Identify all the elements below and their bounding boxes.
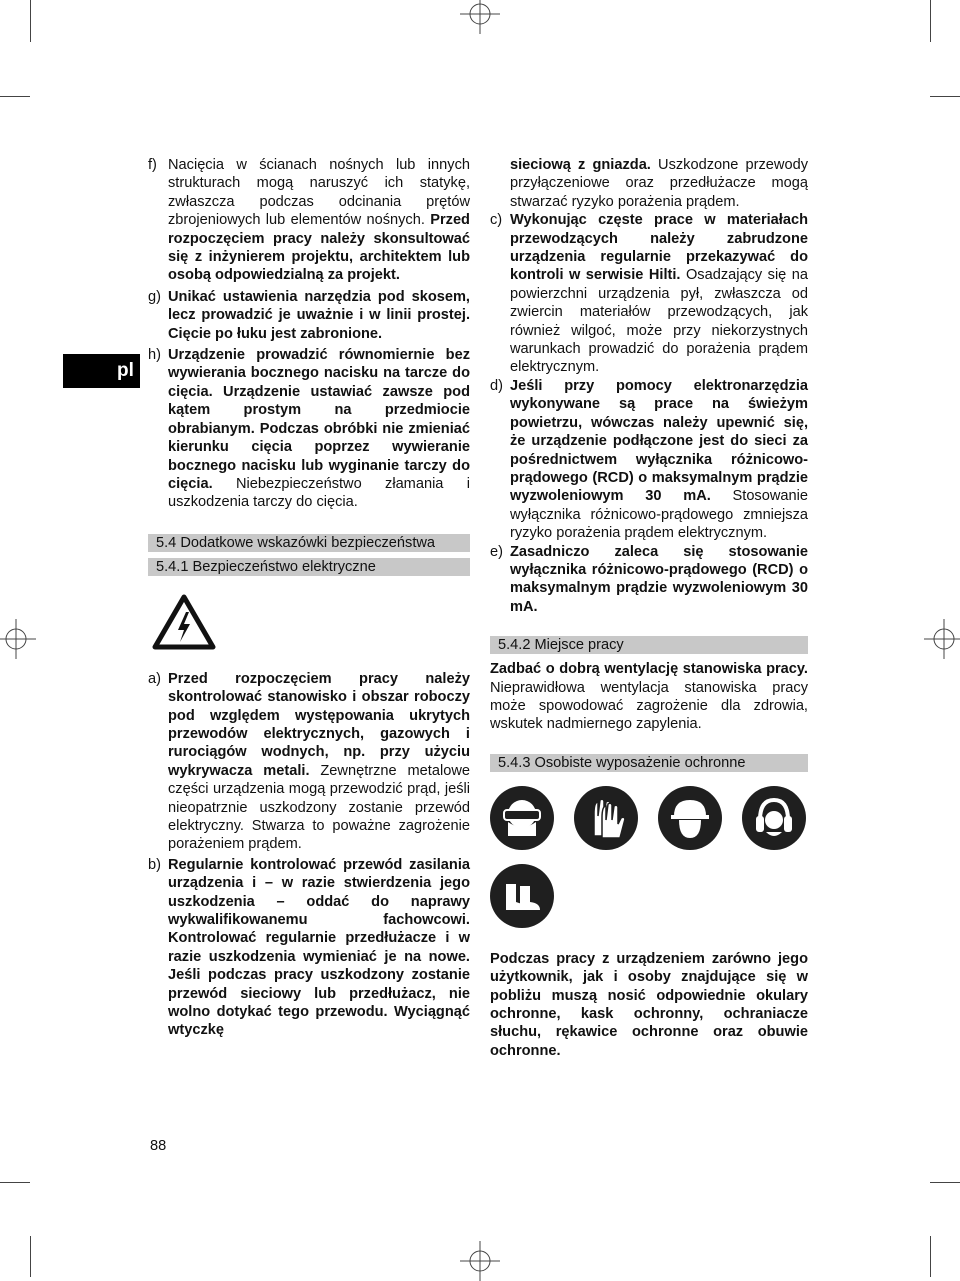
ppe-icons-row-2 <box>490 864 808 928</box>
item-bold-text: Jeśli przy pomocy elektronarzędzia wykonywane są prace na świeżym powietrzu, wówczas należy upewnić się, że urządzenie podłączone jest do sieci za pośrednictwem wyłącznika różnicowo-prądowego (RCD) o maksymalnym prądzie wyzwoleniowym 30 mA. <box>510 377 808 505</box>
list-item-f <box>148 156 470 285</box>
item-bold-text: Urządzenie prowadzić równomiernie bez wywierania bocznego nacisku na tarcze do cięcia. Urządzenie ustawiać zawsze pod kątem prostym na przedmiocie obrabianym. Podczas obróbki nie zmieniać kierunku cięcia poprzez wywieranie bocznego nacisku lub wyginanie tarczy do cięcia. <box>168 347 470 492</box>
list-item-e <box>490 543 808 617</box>
ppe-icons-row-1 <box>490 786 808 850</box>
item-bold-text: Zadbać o dobrą wentylację stanowiska pracy. <box>490 661 808 678</box>
item-bold-text: Zasadniczo zaleca się stosowanie wyłącznika różnicowo-prądowego (RCD) o maksymalnym prądzie wyzwoleniowym 30 mA. <box>510 543 808 615</box>
registration-mark-bottom <box>460 1241 500 1281</box>
list-item-b-continued <box>490 156 808 211</box>
section-heading-5-4-1: 5.4.1 Bezpieczeństwo elektryczne <box>148 558 470 576</box>
list-item-h <box>148 346 470 512</box>
ear-protection-icon <box>742 786 806 850</box>
list-label: c) <box>490 212 503 229</box>
item-text: Nacięcia w ścianach nośnych lub innych strukturach mogą naruszyć ich statykę, zwłaszcza podczas odcinania prętów zbrojeniowych lub elementów nośnych. <box>168 157 470 229</box>
item-bold-text: Przed rozpoczęciem pracy należy skontrolować stanowisko i obszar roboczy pod względem występowania ukrytych przewodów elektrycznych, gazowych i rurociągów wodnych, np. przy użyciu wykrywacza metali. <box>168 670 470 779</box>
crop-mark-top-left-h <box>0 96 30 97</box>
list-label: d) <box>490 377 503 394</box>
list-item-b <box>148 856 470 1040</box>
list-label: b) <box>148 856 161 873</box>
list-label: a) <box>148 670 161 687</box>
item-bold-text: Regularnie kontrolować przewód zasilania urządzenia i – w razie stwierdzenia jego uszkodzenia – oddać do naprawy wykwalifikowanemu fachowcowi. Kontrolować regularnie przedłużacze i w razie uszkodzenia wymieniać je na nowe. Jeśli podczas pracy uszkodzony zostanie przewód sieciowy lub przedłużacz, nie wolno dotykać tego przewodu. Wyciągnąć wtyczkę <box>168 856 470 1039</box>
language-tab: pl <box>63 354 140 388</box>
right-column <box>490 156 808 1060</box>
section-heading-5-4-2: 5.4.2 Miejsce pracy <box>490 636 808 654</box>
crop-mark-top-right-v <box>930 0 931 42</box>
list-item-a <box>148 670 470 854</box>
item-text: Nieprawidłowa wentylacja stanowiska pracy może spowodować zagrożenie dla zdrowia, wskutek nadmiernego zapylenia. <box>490 679 808 733</box>
section-heading-5-4: 5.4 Dodatkowe wskazówki bezpieczeństwa <box>148 534 470 552</box>
list-label: f) <box>148 157 157 173</box>
list-label: h) <box>148 347 161 364</box>
list-label: g) <box>148 288 161 305</box>
crop-mark-top-right-h <box>930 96 960 97</box>
list-item-g <box>148 288 470 343</box>
registration-mark-right <box>924 619 960 659</box>
item-bold-text: Wykonując częste prace w materiałach przewodzących należy zabrudzone urządzenia regularnie przekazywać do kontroli w serwisie Hilti. <box>510 212 808 284</box>
crop-mark-bottom-right-h <box>930 1182 960 1183</box>
item-text: Osadzający się na powierzchni urządzenia pył, zwłaszcza od zwiercin materiałów przewodzących, jak również wilgoć, może przy niekorzystnych warunkach prowadzić do porażenia prądem elektrycznym. <box>510 267 808 376</box>
crop-mark-bottom-left-h <box>0 1182 30 1183</box>
section-heading-5-4-3: 5.4.3 Osobiste wyposażenie ochronne <box>490 754 808 772</box>
item-bold-text: Unikać ustawienia narzędzia pod skosem, lecz prowadzić je uważnie i w linii prostej. Cięcie po łuku jest zabronione. <box>168 288 470 342</box>
hard-hat-icon <box>658 786 722 850</box>
safety-boots-icon <box>490 864 554 928</box>
item-text: Zewnętrzne metalowe części urządzenia mogą przewodzić prąd, jeśli nieopatrznie uszkodzony zostanie przewód elektryczny. Stwarza to poważne zagrożenie porażeniem prądem. <box>168 762 470 853</box>
item-text: Niebezpieczeństwo złamania i uszkodzenia tarczy do cięcia. <box>168 475 470 511</box>
crop-mark-bottom-left-v <box>30 1236 31 1277</box>
page-number: 88 <box>150 1138 167 1154</box>
workplace-paragraph <box>490 660 808 734</box>
crop-mark-bottom-right-v <box>930 1236 931 1277</box>
safety-goggles-icon <box>490 786 554 850</box>
item-text: Uszkodzone przewody przyłączeniowe oraz przedłużacze mogą stwarzać ryzyko porażenia prądem. <box>510 157 808 210</box>
item-text: Stosowanie wyłącznika różnicowo-prądowego zmniejsza ryzyko porażenia prądem elektrycznym. <box>510 488 808 542</box>
ppe-paragraph: Podczas pracy z urządzeniem zarówno jego użytkownik, jak i osoby znajdujące się w pobliżu muszą nosić odpowiednie okulary ochronne, kask ochronny, ochraniacze słuchu, rękawice ochronne oraz obuwie ochronne. <box>490 950 808 1059</box>
registration-mark-left <box>0 619 36 659</box>
protective-gloves-icon <box>574 786 638 850</box>
registration-mark-top <box>460 0 500 34</box>
item-bold-text: sieciową z gniazda. <box>510 157 651 173</box>
electrical-hazard-warning-icon <box>152 594 216 650</box>
left-column <box>148 156 470 1040</box>
list-label: e) <box>490 543 503 560</box>
list-item-c <box>490 211 808 377</box>
crop-mark-top-left-v <box>30 0 31 42</box>
list-item-d <box>490 377 808 543</box>
item-bold-text: Przed rozpoczęciem pracy należy skonsultować się z inżynierem projektu, architektem lub osobą odpowiedzialną za projekt. <box>168 212 470 284</box>
